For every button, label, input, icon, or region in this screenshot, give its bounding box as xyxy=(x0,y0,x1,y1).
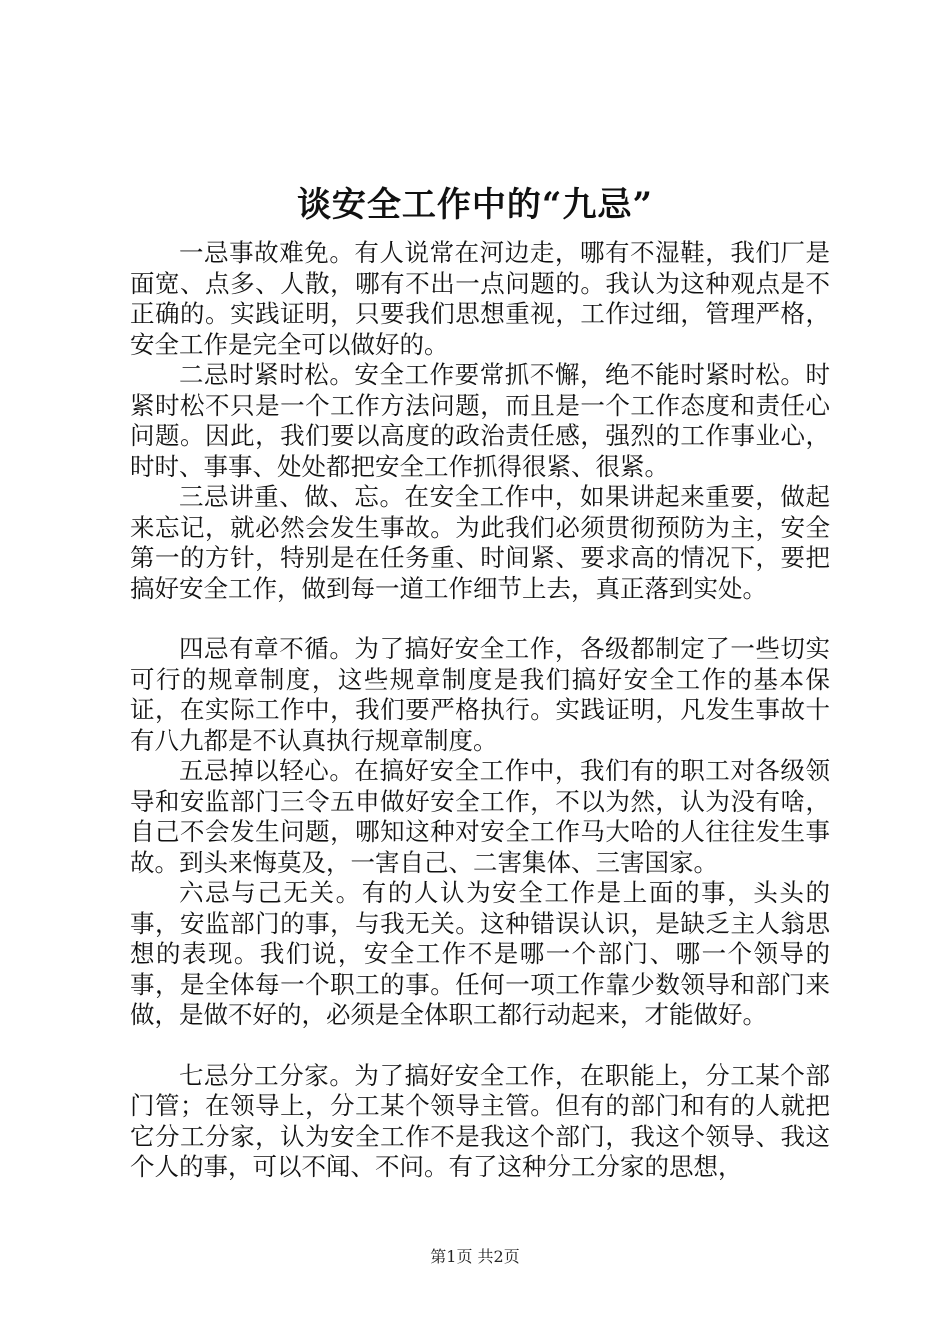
document-body xyxy=(130,238,830,1183)
document-title: 谈安全工作中的“九忌” xyxy=(296,185,654,225)
paragraph-4: 四忌有章不循。为了搞好安全工作，各级都制定了一些切实可行的规章制度，这些规章制度是我们搞好安全工作的基本保证，在实际工作中，我们要严格执行。实践证明，凡发生事故十有八九都是不认真执行规章制度。 xyxy=(130,634,830,755)
page-footer: 第1页 共2页 xyxy=(430,1247,520,1266)
paragraph-3: 三忌讲重、做、忘。在安全工作中，如果讲起来重要，做起来忘记，就必然会发生事故。为此我们必须贯彻预防为主，安全第一的方针，特别是在任务重、时间紧、要求高的情况下，要把搞好安全工作，做到每一道工作细节上去，真正落到实处。 xyxy=(130,482,830,603)
paragraph-2: 二忌时紧时松。安全工作要常抓不懈，绝不能时紧时松。时紧时松不只是一个工作方法问题，而且是一个工作态度和责任心问题。因此，我们要以高度的政治责任感，强烈的工作事业心，时时、事事、处处都把安全工作抓得很紧、很紧。 xyxy=(130,360,830,481)
paragraph-1: 一忌事故难免。有人说常在河边走，哪有不湿鞋，我们厂是面宽、点多、人散，哪有不出一点问题的。我认为这种观点是不正确的。实践证明，只要我们思想重视，工作过细，管理严格，安全工作是完全可以做好的。 xyxy=(130,238,830,359)
paragraph-5: 五忌掉以轻心。在搞好安全工作中，我们有的职工对各级领导和安监部门三令五申做好安全工作，不以为然，认为没有啥，自己不会发生问题，哪知这种对安全工作马大哈的人往往发生事故。到头来悔莫及，一害自己、二害集体、三害国家。 xyxy=(130,756,830,877)
paragraph-7: 七忌分工分家。为了搞好安全工作，在职能上，分工某个部门管；在领导上，分工某个领导主管。但有的部门和有的人就把它分工分家，认为安全工作不是我这个部门，我这个领导、我这个人的事，可以不闻、不问。有了这种分工分家的思想， xyxy=(130,1060,830,1181)
paragraph-6: 六忌与己无关。有的人认为安全工作是上面的事，头头的事，安监部门的事，与我无关。这种错误认识，是缺乏主人翁思想的表现。我们说，安全工作不是哪一个部门、哪一个领导的事，是全体每一个职工的事。任何一项工作靠少数领导和部门来做，是做不好的，必须是全体职工都行动起来，才能做好。 xyxy=(130,878,830,1029)
